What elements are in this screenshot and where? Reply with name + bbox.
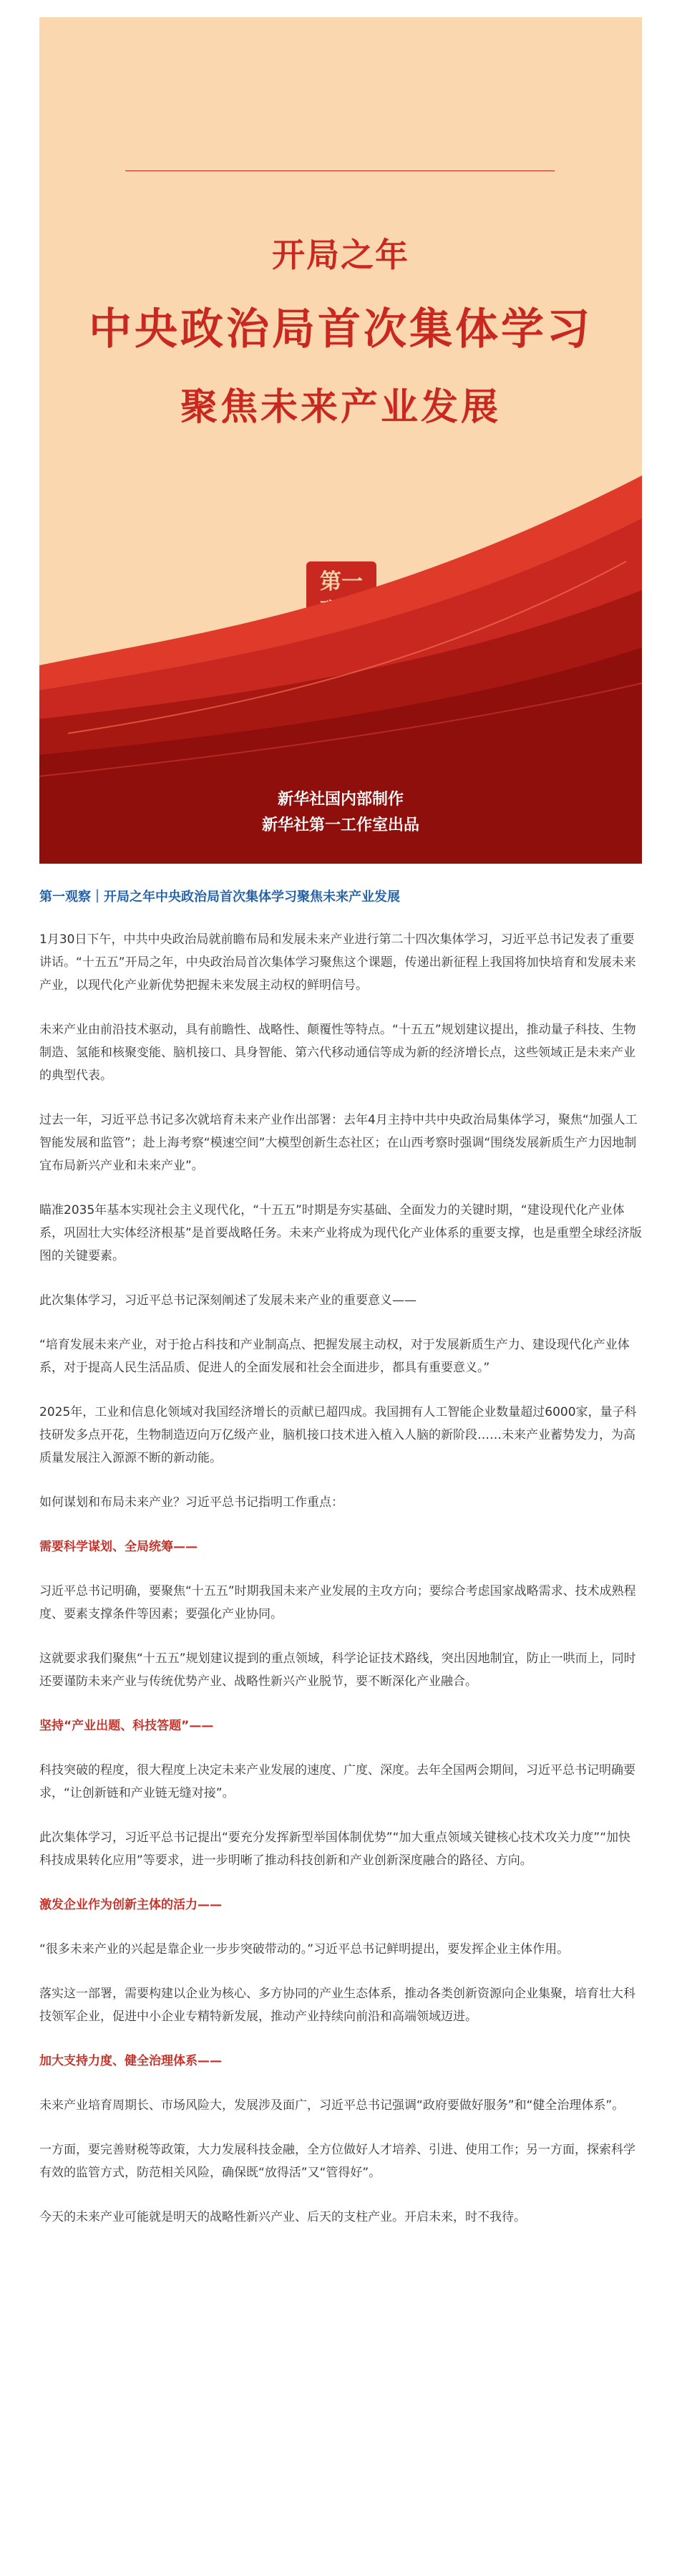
article-paragraph: “培育发展未来产业，对于抢占科技和产业制高点、把握发展主动权，对于发展新质生产力、建设现代化产业体系，对于提高人民生活品质、促进人的全面发展和社会全面进步，都具有重要意义。”	[39, 1338, 630, 1375]
credit-producer: 新华社国内部制作	[277, 791, 404, 809]
article-paragraph: 这就要求我们聚焦“十五五”规划建议提到的重点领域，科学论证技术路线，突出因地制宜，防止一哄而上，同时还要谨防未来产业与传统优势产业、战略性新兴产业脱节，要不断深化产业融合。	[39, 1651, 636, 1689]
article-paragraph: 科技突破的程度，很大程度上决定未来产业发展的速度、广度、深度。去年全国两会期间，习近平总书记明确要求，“让创新链和产业链无缝对接”。	[39, 1763, 635, 1800]
article-paragraph: 如何谋划和布局未来产业？习近平总书记指明工作重点：	[39, 1495, 344, 1510]
subheading: 激发企业作为创新主体的活力——	[39, 1898, 222, 1912]
article-paragraph: 今天的未来产业可能就是明天的战略性新兴产业、后天的支柱产业。开启未来，时不我待。	[39, 2210, 526, 2224]
cover-banner	[39, 17, 642, 864]
seal-text-top: 第一	[320, 569, 363, 594]
subheading: 坚持“产业出题、科技答题”——	[39, 1719, 214, 1733]
article-paragraph: 此次集体学习，习近平总书记提出“要充分发挥新型举国体制优势”“加大重点领域关键核心技术攻关力度”“加快科技成果转化应用”等要求，进一步明晰了推动科技创新和产业创新深度融合的路径、方向。	[39, 1830, 631, 1868]
article-paragraph: 未来产业由前沿技术驱动，具有前瞻性、战略性、颠覆性等特点。“十五五”规划建议提出，推动量子科技、生物制造、氢能和核聚变能、脑机接口、具身智能、第六代移动通信等成为新的经济增长点，这些领域正是未来产业的典型代表。	[39, 1023, 636, 1083]
article-paragraph: 2025年，工业和信息化领域对我国经济增长的贡献已超四成。我国拥有人工智能企业数量超过6000家，量子科技研发多点开花，生物制造迈向万亿级产业，脑机接口技术进入植入人脑的新阶段……未来产业蓄势发力，为高质量发展注入源源不断的新动能。	[39, 1405, 637, 1465]
subheading: 加大支持力度、健全治理体系——	[39, 2054, 222, 2068]
cover-title-line3: 聚焦未来产业发展	[180, 386, 501, 429]
cover-title-line2: 中央政治局首次集体学习	[89, 304, 593, 354]
article-paragraph: 1月30日下午，中共中央政治局就前瞻布局和发展未来产业进行第二十四次集体学习，习近平总书记发表了重要讲话。“十五五”开局之年，中央政治局首次集体学习聚焦这个课题，传递出新征程上我国将加快培育和发展未来产业，以现代化产业新优势把握未来发展主动权的鲜明信号。	[39, 932, 636, 993]
article-paragraph: 过去一年，习近平总书记多次就培育未来产业作出部署：去年4月主持中共中央政治局集体学习，聚焦“加强人工智能发展和监管”；赴上海考察“模速空间”大模型创新生态社区；在山西考察时强调“围绕发展新质生产力因地制宜布局新兴产业和未来产业”。	[39, 1113, 638, 1173]
credit-studio: 新华社第一工作室出品	[261, 816, 419, 834]
article-paragraph: 一方面，要完善财税等政策，大力发展科技金融，全方位做好人才培养、引进、使用工作；另一方面，探索科学有效的监管方式，防范相关风险，确保既“放得活”又“管得好”。	[39, 2143, 635, 2180]
cover-title-line1: 开局之年	[272, 236, 409, 274]
section-heading: 第一观察｜开局之年中央政治局首次集体学习聚焦未来产业发展	[39, 889, 400, 905]
article-paragraph: 此次集体学习，习近平总书记深刻阐述了发展未来产业的重要意义——	[39, 1293, 416, 1308]
article-body	[39, 928, 642, 2250]
article-paragraph: 落实这一部署，需要构建以企业为核心、多方协同的产业生态体系，推动各类创新资源向企业集聚，培育壮大科技领军企业，促进中小企业专精特新发展，推动产业持续向前沿和高端领域迈进。	[39, 1987, 635, 2024]
article-paragraph: “很多未来产业的兴起是靠企业一步步突破带动的。”习近平总书记鲜明提出，要发挥企业主体作用。	[39, 1942, 570, 1957]
article-paragraph: 未来产业培育周期长、市场风险大，发展涉及面广，习近平总书记强调“政府要做好服务”和“健全治理体系”。	[39, 2098, 625, 2113]
article-paragraph: 习近平总书记明确，要聚焦“十五五”时期我国未来产业发展的主攻方向；要综合考虑国家战略需求、技术成熟程度、要素支撑条件等因素；要强化产业协同。	[39, 1584, 636, 1621]
article-paragraph: 瞄准2035年基本实现社会主义现代化，“十五五”时期是夯实基础、全面发力的关键时期，“建设现代化产业体系，巩固壮大实体经济根基”是首要战略任务。未来产业将成为现代化产业体系的重要支撑，也是重塑全球经济版图的关键要素。	[39, 1203, 642, 1263]
red-wave-decoration	[39, 17, 642, 864]
subheading: 需要科学谋划、全局统筹——	[39, 1540, 198, 1554]
